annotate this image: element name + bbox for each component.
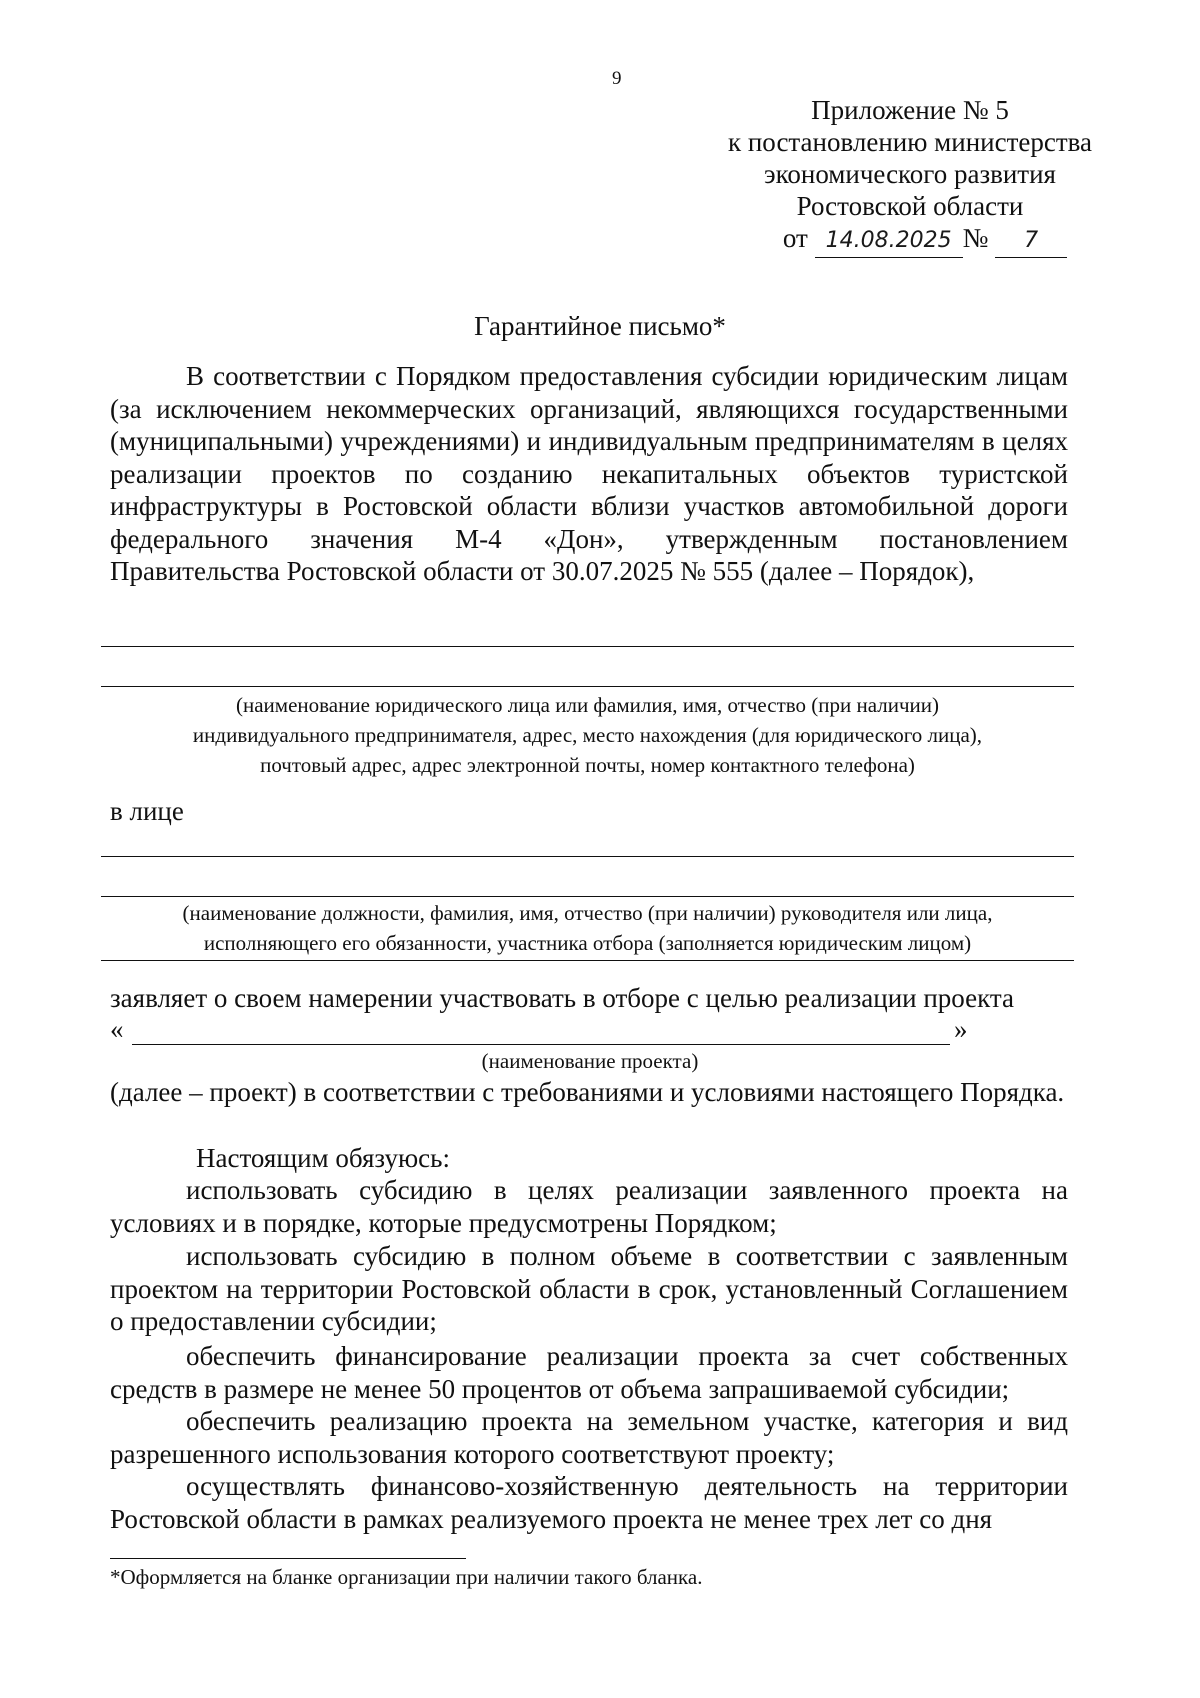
appendix-line-1: Приложение № 5 — [811, 95, 1009, 125]
caption-applicant-line-1: (наименование юридического лица или фамилия, имя, отчество (при наличии) — [236, 693, 939, 717]
caption-applicant — [101, 690, 1074, 780]
appendix-line-4: Ростовской области — [796, 191, 1024, 221]
intro-text: В соответствии с Порядком предоставления субсидии юридическим лицам (за исключением некоммерческих организаций, являющихся государственными (муниципальными) учреждениями) и индивидуальным предпринимателям в целях реализации проектов по созданию некапитальных объектов туристской инфраструктуры в Ростовской области вблизи участков автомобильной дороги федерального значения М-4 «Дон», утвержденным постановлением Правительства Ростовской области от 30.07.2025 № 555 (далее – Порядок), — [110, 361, 1068, 586]
commitment-1 — [110, 1174, 1068, 1239]
handwritten-number: 7 — [995, 225, 1067, 258]
quote-open: « — [110, 1014, 124, 1044]
appendix-line-3: экономического развития — [764, 159, 1056, 189]
caption-representative-line-2: исполняющего его обязанности, участника отбора (заполняется юридическим лицом) — [203, 931, 972, 955]
intro-paragraph — [110, 360, 1068, 588]
commitment-4 — [110, 1405, 1068, 1470]
date-prefix: от — [782, 223, 808, 253]
after-project-text: (далее – проект) в соответствии с требованиями и условиями настоящего Порядка. — [110, 1077, 1065, 1107]
applicant-blank-line-1 — [101, 646, 1074, 647]
caption-representative — [101, 898, 1074, 958]
footnote: *Оформляется на бланке организации при наличии такого бланка. — [110, 1565, 703, 1589]
quote-close: » — [954, 1014, 968, 1044]
declaration-line: заявляет о своем намерении участвовать в отборе с целью реализации проекта — [110, 983, 1014, 1013]
caption-applicant-line-3: почтовый адрес, адрес электронной почты, номер контактного телефона) — [260, 753, 915, 777]
applicant-blank-line-2 — [101, 686, 1074, 687]
commitment-4-text: обеспечить реализацию проекта на земельном участке, категория и вид разрешенного использования которого соответствуют проекту; — [110, 1406, 1068, 1469]
footnote-separator — [110, 1558, 466, 1559]
number-prefix: № — [962, 223, 989, 253]
caption-project: (наименование проекта) — [481, 1049, 699, 1073]
commitment-2 — [110, 1240, 1068, 1338]
appendix-line-2: к постановлению министерства — [727, 127, 1093, 157]
appendix-header — [690, 94, 1130, 258]
commitment-3-text: обеспечить финансирование реализации проекта за счет собственных средств в размере не менее 50 процентов от объема запрашиваемой субсидии; — [110, 1341, 1068, 1404]
document-title: Гарантийное письмо* — [474, 311, 726, 341]
commitment-2-text: использовать субсидию в полном объеме в соответствии с заявленным проектом на территории Ростовской области в срок, установленный Соглашением о предоставлении субсидии; — [110, 1241, 1068, 1336]
caption-applicant-line-2: индивидуального предпринимателя, адрес, место нахождения (для юридического лица), — [192, 723, 983, 747]
representative-blank-line-3 — [101, 960, 1074, 961]
project-blank-line — [132, 1044, 950, 1045]
handwritten-date: 14.08.2025 — [815, 225, 963, 258]
representative-blank-line-1 — [101, 856, 1074, 857]
commitment-1-text: использовать субсидию в целях реализации заявленного проекта на условиях и в порядке, которые предусмотрены Порядком; — [110, 1175, 1068, 1238]
page-number: 9 — [612, 68, 622, 89]
commitment-3 — [110, 1340, 1068, 1405]
representative-blank-line-2 — [101, 896, 1074, 897]
commitment-5 — [110, 1470, 1068, 1535]
commit-heading: Настоящим обязуюсь: — [196, 1143, 450, 1173]
commitment-5-text: осуществлять финансово-хозяйственную деятельность на территории Ростовской области в рамках реализуемого проекта не менее трех лет со дня — [110, 1471, 1068, 1534]
appendix-date-line — [783, 222, 1067, 258]
in-person-label: в лице — [110, 796, 184, 826]
caption-representative-line-1: (наименование должности, фамилия, имя, отчество (при наличии) руководителя или лица, — [182, 901, 993, 925]
